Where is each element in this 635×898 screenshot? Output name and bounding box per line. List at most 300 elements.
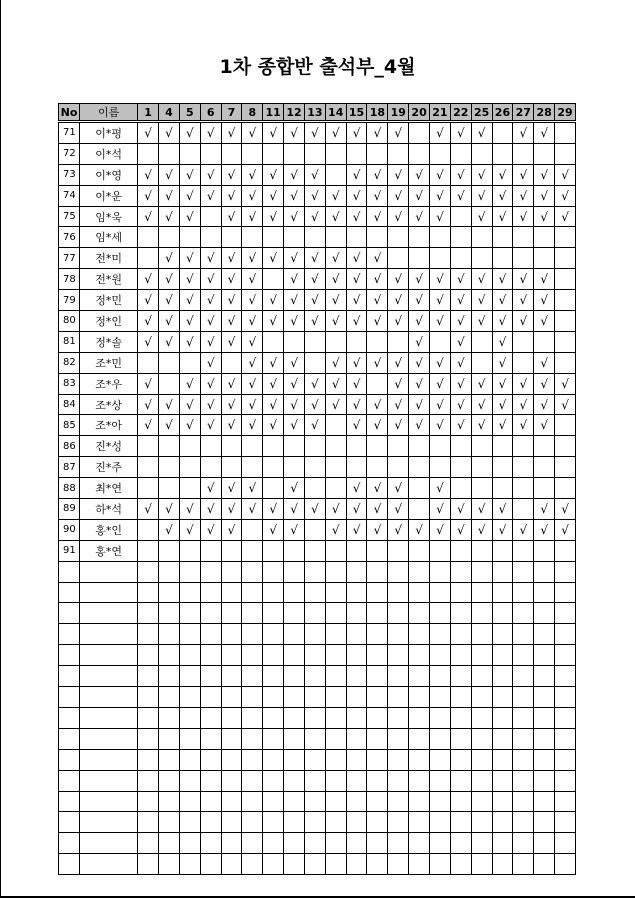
attendance-mark [346, 540, 367, 561]
attendance-mark [492, 248, 513, 269]
empty-cell [221, 833, 242, 854]
attendance-mark [388, 457, 409, 478]
attendance-mark: √ [179, 248, 200, 269]
empty-cell [471, 749, 492, 770]
attendance-mark [304, 352, 325, 373]
empty-cell [409, 645, 430, 666]
attendance-mark: √ [409, 311, 430, 332]
attendance-mark [159, 478, 180, 499]
attendance-mark: √ [138, 499, 159, 520]
attendance-mark [471, 248, 492, 269]
empty-cell [179, 833, 200, 854]
empty-cell [430, 624, 451, 645]
attendance-mark [179, 143, 200, 164]
attendance-mark: √ [284, 394, 305, 415]
header-name: 이름 [80, 104, 138, 122]
attendance-mark [555, 352, 576, 373]
empty-cell [409, 749, 430, 770]
empty-cell [367, 603, 388, 624]
student-name: 임*욱 [80, 206, 138, 227]
attendance-mark [513, 248, 534, 269]
student-name: 진*주 [80, 457, 138, 478]
empty-cell [138, 854, 159, 875]
student-number: 89 [59, 499, 80, 520]
empty-cell [59, 666, 80, 687]
attendance-mark: √ [242, 164, 263, 185]
empty-cell [59, 687, 80, 708]
empty-cell [284, 582, 305, 603]
attendance-mark: √ [367, 499, 388, 520]
empty-cell [513, 812, 534, 833]
empty-cell [346, 603, 367, 624]
attendance-mark [242, 436, 263, 457]
attendance-mark: √ [555, 499, 576, 520]
attendance-mark: √ [138, 206, 159, 227]
attendance-mark [450, 478, 471, 499]
attendance-mark: √ [450, 373, 471, 394]
student-name: 조*민 [80, 352, 138, 373]
attendance-mark: √ [367, 185, 388, 206]
empty-cell [367, 687, 388, 708]
attendance-mark: √ [159, 331, 180, 352]
empty-cell [346, 666, 367, 687]
attendance-mark [492, 436, 513, 457]
empty-cell [534, 791, 555, 812]
attendance-mark: √ [492, 373, 513, 394]
attendance-mark: √ [304, 269, 325, 290]
attendance-mark [138, 478, 159, 499]
student-name: 하*석 [80, 499, 138, 520]
empty-cell [388, 728, 409, 749]
empty-cell [59, 707, 80, 728]
attendance-mark: √ [492, 394, 513, 415]
empty-cell [263, 687, 284, 708]
attendance-mark [159, 457, 180, 478]
empty-cell [304, 728, 325, 749]
empty-cell [80, 770, 138, 791]
empty-row [59, 645, 576, 666]
empty-cell [200, 728, 221, 749]
student-name: 최*연 [80, 478, 138, 499]
attendance-mark: √ [325, 122, 346, 144]
student-number: 85 [59, 415, 80, 436]
empty-cell [59, 791, 80, 812]
attendance-mark [159, 436, 180, 457]
empty-cell [367, 561, 388, 582]
empty-cell [346, 770, 367, 791]
empty-cell [179, 645, 200, 666]
attendance-mark: √ [388, 478, 409, 499]
empty-cell [80, 728, 138, 749]
attendance-mark [430, 248, 451, 269]
attendance-mark [555, 227, 576, 248]
empty-cell [450, 561, 471, 582]
attendance-mark [200, 143, 221, 164]
attendance-mark [450, 436, 471, 457]
attendance-mark [138, 540, 159, 561]
attendance-mark: √ [471, 373, 492, 394]
attendance-mark [388, 143, 409, 164]
attendance-mark: √ [159, 164, 180, 185]
attendance-mark: √ [179, 185, 200, 206]
empty-cell [367, 645, 388, 666]
attendance-mark [304, 519, 325, 540]
empty-cell [242, 666, 263, 687]
table-row [59, 373, 576, 394]
attendance-mark: √ [471, 290, 492, 311]
attendance-mark [555, 478, 576, 499]
empty-cell [263, 645, 284, 666]
attendance-mark: √ [179, 164, 200, 185]
empty-cell [534, 854, 555, 875]
empty-cell [492, 707, 513, 728]
attendance-mark [325, 143, 346, 164]
attendance-mark: √ [346, 373, 367, 394]
header-day: 1 [138, 104, 159, 122]
header-day: 7 [221, 104, 242, 122]
attendance-mark [263, 457, 284, 478]
attendance-mark: √ [284, 311, 305, 332]
attendance-mark [284, 457, 305, 478]
attendance-mark: √ [471, 415, 492, 436]
attendance-mark: √ [242, 394, 263, 415]
attendance-mark: √ [263, 352, 284, 373]
attendance-mark [388, 227, 409, 248]
empty-cell [555, 791, 576, 812]
empty-cell [388, 854, 409, 875]
attendance-mark [471, 143, 492, 164]
attendance-mark: √ [221, 519, 242, 540]
empty-cell [367, 666, 388, 687]
empty-cell [179, 707, 200, 728]
attendance-mark: √ [242, 478, 263, 499]
attendance-mark [367, 436, 388, 457]
student-name: 조*아 [80, 415, 138, 436]
attendance-mark [409, 248, 430, 269]
empty-row [59, 666, 576, 687]
empty-cell [513, 854, 534, 875]
student-name: 정*민 [80, 290, 138, 311]
empty-cell [59, 728, 80, 749]
attendance-mark: √ [534, 269, 555, 290]
student-number: 75 [59, 206, 80, 227]
attendance-mark: √ [430, 394, 451, 415]
empty-row [59, 707, 576, 728]
attendance-mark: √ [284, 122, 305, 144]
empty-cell [388, 687, 409, 708]
empty-cell [59, 582, 80, 603]
empty-cell [179, 561, 200, 582]
empty-cell [555, 582, 576, 603]
empty-cell [513, 582, 534, 603]
empty-row [59, 854, 576, 875]
empty-cell [263, 582, 284, 603]
empty-cell [555, 624, 576, 645]
attendance-mark: √ [200, 499, 221, 520]
attendance-mark [346, 331, 367, 352]
attendance-mark: √ [159, 290, 180, 311]
attendance-mark: √ [221, 122, 242, 144]
attendance-mark: √ [430, 185, 451, 206]
empty-cell [388, 603, 409, 624]
empty-cell [242, 812, 263, 833]
empty-cell [471, 812, 492, 833]
header-day: 18 [367, 104, 388, 122]
attendance-mark [284, 331, 305, 352]
empty-cell [388, 582, 409, 603]
attendance-mark [555, 248, 576, 269]
empty-cell [430, 749, 451, 770]
attendance-mark: √ [388, 122, 409, 144]
empty-cell [534, 561, 555, 582]
empty-cell [179, 728, 200, 749]
attendance-mark [450, 457, 471, 478]
empty-cell [367, 770, 388, 791]
table-row [59, 540, 576, 561]
attendance-mark: √ [388, 499, 409, 520]
attendance-mark: √ [138, 269, 159, 290]
attendance-mark [450, 248, 471, 269]
empty-cell [346, 687, 367, 708]
table-body [59, 122, 576, 875]
attendance-mark: √ [138, 290, 159, 311]
attendance-mark: √ [221, 206, 242, 227]
student-number: 79 [59, 290, 80, 311]
empty-cell [138, 603, 159, 624]
empty-cell [388, 666, 409, 687]
empty-cell [555, 833, 576, 854]
empty-cell [534, 582, 555, 603]
attendance-mark [263, 331, 284, 352]
attendance-mark [430, 436, 451, 457]
empty-cell [242, 770, 263, 791]
empty-cell [513, 624, 534, 645]
attendance-mark [430, 457, 451, 478]
attendance-mark: √ [388, 290, 409, 311]
empty-cell [284, 666, 305, 687]
attendance-mark: √ [450, 185, 471, 206]
attendance-mark: √ [179, 331, 200, 352]
empty-cell [555, 770, 576, 791]
attendance-mark: √ [221, 499, 242, 520]
attendance-mark: √ [284, 269, 305, 290]
empty-cell [325, 603, 346, 624]
empty-cell [555, 812, 576, 833]
student-number: 82 [59, 352, 80, 373]
empty-cell [492, 833, 513, 854]
empty-cell [221, 728, 242, 749]
empty-row [59, 749, 576, 770]
attendance-mark: √ [430, 290, 451, 311]
empty-cell [325, 645, 346, 666]
empty-cell [492, 645, 513, 666]
attendance-mark [159, 352, 180, 373]
attendance-mark: √ [138, 311, 159, 332]
attendance-mark [221, 457, 242, 478]
student-number: 81 [59, 331, 80, 352]
empty-cell [430, 770, 451, 791]
student-name: 전*미 [80, 248, 138, 269]
attendance-mark [471, 436, 492, 457]
attendance-mark [409, 143, 430, 164]
empty-cell [492, 728, 513, 749]
attendance-mark: √ [138, 164, 159, 185]
attendance-mark: √ [367, 164, 388, 185]
empty-cell [242, 582, 263, 603]
attendance-mark: √ [367, 248, 388, 269]
empty-cell [325, 791, 346, 812]
attendance-mark: √ [159, 185, 180, 206]
attendance-mark [534, 248, 555, 269]
attendance-mark: √ [430, 206, 451, 227]
attendance-mark: √ [179, 519, 200, 540]
empty-cell [304, 687, 325, 708]
attendance-mark: √ [138, 373, 159, 394]
empty-cell [346, 582, 367, 603]
empty-cell [388, 561, 409, 582]
attendance-mark [284, 143, 305, 164]
student-name: 전*원 [80, 269, 138, 290]
empty-cell [492, 687, 513, 708]
empty-row [59, 603, 576, 624]
attendance-mark: √ [388, 373, 409, 394]
empty-cell [555, 666, 576, 687]
attendance-mark: √ [450, 269, 471, 290]
empty-cell [221, 749, 242, 770]
attendance-mark: √ [346, 290, 367, 311]
attendance-mark [138, 457, 159, 478]
attendance-mark: √ [242, 290, 263, 311]
empty-cell [284, 854, 305, 875]
empty-cell [59, 854, 80, 875]
attendance-mark: √ [284, 352, 305, 373]
empty-cell [159, 645, 180, 666]
attendance-mark: √ [284, 248, 305, 269]
attendance-mark [513, 478, 534, 499]
attendance-mark: √ [534, 519, 555, 540]
attendance-mark: √ [471, 519, 492, 540]
empty-cell [221, 624, 242, 645]
attendance-mark: √ [179, 206, 200, 227]
attendance-mark: √ [346, 499, 367, 520]
attendance-mark [492, 457, 513, 478]
attendance-mark [450, 540, 471, 561]
attendance-mark [221, 436, 242, 457]
attendance-mark: √ [284, 290, 305, 311]
table-row [59, 290, 576, 311]
attendance-mark: √ [367, 290, 388, 311]
attendance-mark [325, 227, 346, 248]
empty-cell [409, 770, 430, 791]
attendance-mark [555, 436, 576, 457]
attendance-mark [138, 352, 159, 373]
attendance-mark [325, 436, 346, 457]
empty-cell [242, 645, 263, 666]
empty-cell [138, 833, 159, 854]
empty-cell [409, 666, 430, 687]
attendance-mark: √ [284, 185, 305, 206]
attendance-mark [409, 457, 430, 478]
attendance-mark [513, 499, 534, 520]
attendance-mark: √ [159, 206, 180, 227]
empty-cell [325, 749, 346, 770]
attendance-mark: √ [492, 269, 513, 290]
empty-cell [263, 666, 284, 687]
attendance-mark [325, 164, 346, 185]
empty-cell [179, 749, 200, 770]
empty-cell [513, 749, 534, 770]
empty-cell [471, 624, 492, 645]
attendance-mark: √ [138, 415, 159, 436]
student-number: 72 [59, 143, 80, 164]
empty-cell [284, 791, 305, 812]
empty-cell [325, 854, 346, 875]
attendance-mark: √ [450, 519, 471, 540]
header-day: 26 [492, 104, 513, 122]
attendance-mark [346, 457, 367, 478]
empty-cell [450, 707, 471, 728]
attendance-mark [367, 457, 388, 478]
attendance-mark: √ [138, 331, 159, 352]
attendance-mark: √ [388, 185, 409, 206]
empty-cell [450, 645, 471, 666]
attendance-mark [471, 331, 492, 352]
empty-cell [450, 687, 471, 708]
attendance-mark: √ [367, 519, 388, 540]
attendance-mark: √ [346, 415, 367, 436]
empty-cell [59, 770, 80, 791]
empty-cell [304, 603, 325, 624]
attendance-mark [367, 331, 388, 352]
student-name: 조*상 [80, 394, 138, 415]
attendance-mark: √ [200, 269, 221, 290]
attendance-mark [367, 143, 388, 164]
attendance-mark: √ [159, 499, 180, 520]
empty-cell [471, 833, 492, 854]
attendance-mark [159, 373, 180, 394]
empty-cell [450, 812, 471, 833]
empty-row [59, 687, 576, 708]
empty-cell [513, 770, 534, 791]
empty-cell [555, 687, 576, 708]
attendance-mark [430, 143, 451, 164]
empty-cell [471, 561, 492, 582]
attendance-mark: √ [409, 290, 430, 311]
empty-cell [80, 561, 138, 582]
empty-cell [409, 603, 430, 624]
empty-cell [221, 582, 242, 603]
empty-cell [325, 833, 346, 854]
attendance-mark [138, 519, 159, 540]
attendance-mark [179, 457, 200, 478]
attendance-mark: √ [513, 185, 534, 206]
empty-cell [284, 749, 305, 770]
empty-cell [471, 770, 492, 791]
empty-cell [555, 854, 576, 875]
attendance-mark: √ [534, 499, 555, 520]
empty-cell [138, 812, 159, 833]
attendance-mark [200, 206, 221, 227]
empty-cell [159, 728, 180, 749]
attendance-mark: √ [263, 185, 284, 206]
attendance-mark: √ [513, 206, 534, 227]
attendance-table [58, 103, 576, 875]
attendance-mark [263, 478, 284, 499]
empty-cell [534, 624, 555, 645]
attendance-mark [263, 269, 284, 290]
attendance-mark: √ [388, 352, 409, 373]
attendance-mark: √ [304, 373, 325, 394]
